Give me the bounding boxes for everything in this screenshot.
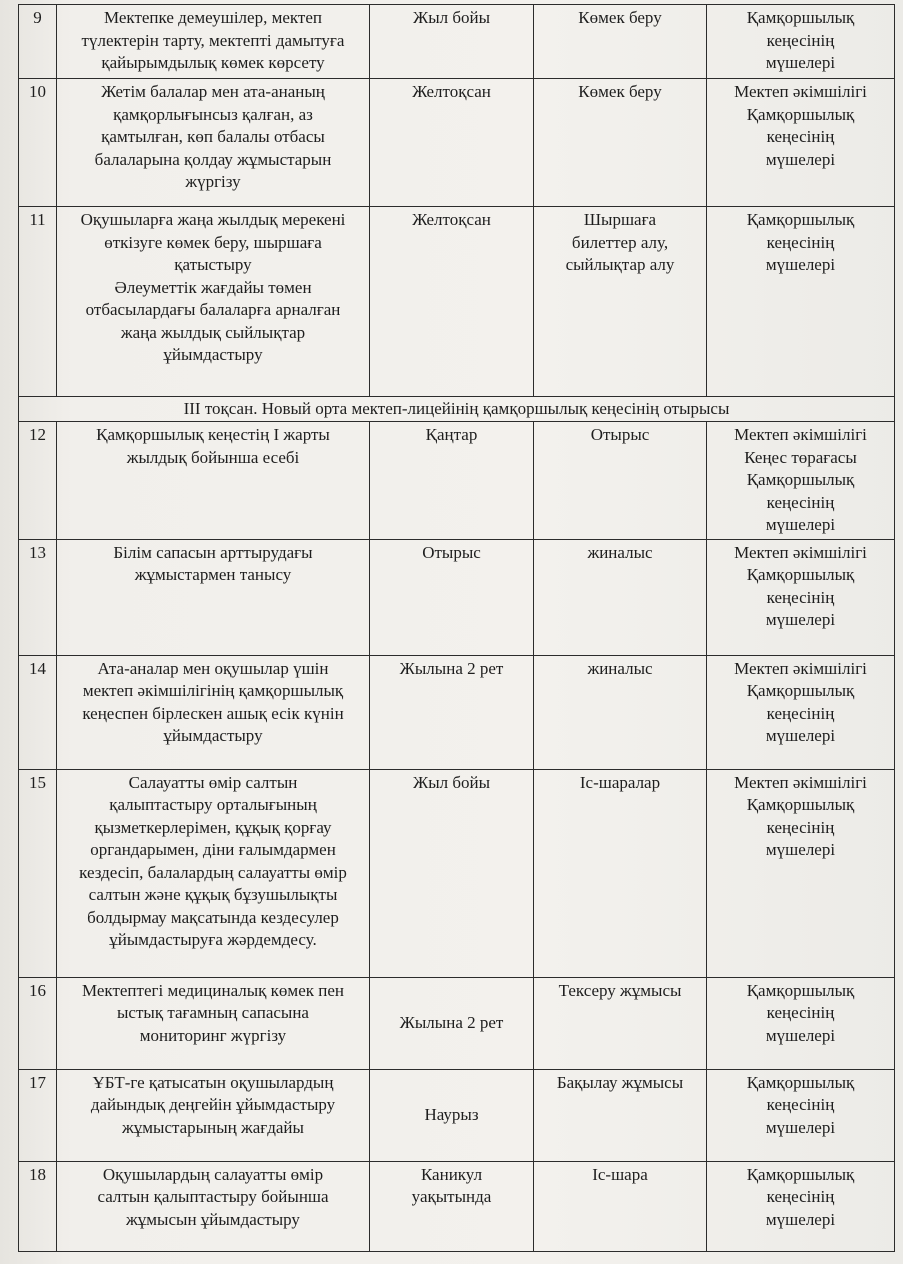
- task-cell-line: мониторинг жүргізу: [139, 1025, 287, 1045]
- table-row: [19, 977, 895, 1069]
- row-number: 17: [19, 1069, 57, 1161]
- task-cell: [57, 539, 370, 655]
- deadline-cell: [370, 977, 534, 1069]
- row-number: 15: [19, 769, 57, 977]
- task-cell: [57, 1161, 370, 1251]
- task-cell-line: Оқушыларға жаңа жылдық мерекені: [80, 210, 346, 229]
- form-cell: [534, 79, 707, 207]
- responsible-cell-line: мүшелері: [765, 840, 836, 859]
- task-cell-line: қалыптастыру орталығының: [109, 795, 317, 814]
- task-cell-line: Әлеуметтік жағдайы төмен: [114, 277, 312, 297]
- deadline-cell-line: Желтоқсан: [412, 82, 491, 101]
- responsible-cell-line: мүшелері: [765, 610, 836, 629]
- responsible-cell-line: Мектеп әкімшілігі: [734, 772, 867, 792]
- task-cell: [57, 769, 370, 977]
- responsible-cell-line: Кеңес төрағасы: [744, 447, 857, 467]
- task-cell-line: кеңеспен бірлескен ашық есік күнін: [82, 703, 344, 723]
- responsible-cell-line: Мектеп әкімшілігі: [734, 542, 867, 562]
- form-cell: [534, 5, 707, 79]
- responsible-cell: [707, 79, 895, 207]
- form-cell: [534, 1161, 707, 1251]
- table-row: [19, 5, 895, 79]
- responsible-cell-line: мүшелері: [765, 1025, 836, 1045]
- task-cell-line: ұйымдастыру: [163, 345, 263, 364]
- task-cell-line: жылдық бойынша есебі: [126, 447, 300, 467]
- task-cell-line: қамқорлығынсыз қалған, аз: [113, 104, 313, 124]
- task-cell-line: балаларына қолдау жұмыстарын: [94, 149, 332, 169]
- responsible-cell-line: мүшелері: [765, 726, 836, 745]
- form-cell: [534, 1069, 707, 1161]
- row-number: 18: [19, 1161, 57, 1251]
- responsible-cell-line: мүшелері: [765, 515, 836, 534]
- form-cell-line: Тексеру жұмысы: [558, 980, 682, 1000]
- task-cell-line: отбасылардағы балаларға арналған: [85, 300, 341, 319]
- responsible-cell-line: мүшелері: [765, 1117, 836, 1137]
- responsible-cell-line: Қамқоршылық: [746, 1164, 855, 1184]
- responsible-cell-line: мүшелері: [765, 53, 836, 72]
- responsible-cell: [707, 1069, 895, 1161]
- task-cell-line: салтын және құқық бұзушылықты: [88, 885, 338, 904]
- row-number: 10: [19, 79, 57, 207]
- responsible-cell-line: кеңесінің: [766, 30, 835, 50]
- form-cell-line: Көмек беру: [578, 8, 662, 27]
- task-cell-line: ұйымдастыру: [163, 726, 263, 745]
- deadline-cell-line: Жылына 2 рет: [399, 658, 504, 678]
- responsible-cell: [707, 422, 895, 540]
- task-cell-line: Мектептегі медициналық көмек пен: [81, 980, 344, 1000]
- task-cell-line: өткізуге көмек беру, шыршаға: [104, 232, 322, 252]
- form-cell-line: Көмек беру: [578, 82, 662, 101]
- task-cell-line: жұмыстармен танысу: [134, 565, 292, 584]
- responsible-cell-line: кеңесінің: [766, 817, 835, 837]
- deadline-cell-line: Қаңтар: [425, 425, 478, 444]
- task-cell-line: Ата-аналар мен оқушылар үшін: [97, 658, 329, 678]
- task-cell-line: қамтылған, көп балалы отбасы: [101, 127, 325, 146]
- responsible-cell-line: Қамқоршылық: [746, 681, 855, 700]
- form-cell-line: билеттер алу,: [571, 232, 669, 252]
- plan-table: [18, 4, 895, 1252]
- task-cell: [57, 5, 370, 79]
- responsible-cell-line: мүшелері: [765, 149, 836, 169]
- row-number: 12: [19, 422, 57, 540]
- row-number: 16: [19, 977, 57, 1069]
- deadline-cell-line: уақытында: [411, 1187, 492, 1206]
- form-cell-line: Іс-шаралар: [579, 772, 661, 792]
- responsible-cell: [707, 977, 895, 1069]
- task-cell-line: қатыстыру: [174, 255, 252, 274]
- form-cell-line: Отырыс: [590, 425, 650, 444]
- task-cell-line: мектеп әкімшілігінің қамқоршылық: [82, 681, 344, 700]
- responsible-cell-line: кеңесінің: [766, 1095, 835, 1114]
- deadline-cell-line: Жыл бойы: [412, 8, 491, 27]
- deadline-cell-line: Жылына 2 рет: [399, 1012, 504, 1032]
- form-cell: [534, 977, 707, 1069]
- responsible-cell: [707, 655, 895, 769]
- task-cell-line: кездесіп, балалардың салауатты өмір: [79, 862, 347, 882]
- responsible-cell: [707, 539, 895, 655]
- task-cell-line: Қамқоршылық кеңестің I жарты: [96, 425, 330, 444]
- form-cell: [534, 539, 707, 655]
- form-cell: [534, 655, 707, 769]
- responsible-cell-line: Қамқоршылық: [746, 1072, 855, 1092]
- table-row: [19, 539, 895, 655]
- responsible-cell-line: кеңесінің: [766, 1187, 835, 1206]
- responsible-cell-line: мүшелері: [765, 255, 836, 274]
- responsible-cell: [707, 769, 895, 977]
- deadline-cell-line: Отырыс: [422, 542, 481, 562]
- responsible-cell-line: Қамқоршылық: [746, 565, 855, 584]
- task-cell-line: салтын қалыптастыру бойынша: [97, 1187, 329, 1206]
- table-body-before: [19, 5, 895, 397]
- task-cell-line: ұйымдастыруға жәрдемдесу.: [109, 930, 317, 949]
- responsible-cell-line: Қамқоршылық: [746, 795, 855, 814]
- table-row: [19, 769, 895, 977]
- task-cell-line: қызметкерлерімен, құқық қорғау: [94, 817, 332, 837]
- task-cell: [57, 1069, 370, 1161]
- responsible-cell-line: Қамқоршылық: [746, 8, 855, 27]
- deadline-cell: [370, 5, 534, 79]
- task-cell-line: жұмысын ұйымдастыру: [126, 1209, 300, 1229]
- task-cell-line: Жетім балалар мен ата-ананың: [101, 82, 325, 101]
- responsible-cell-line: кеңесінің: [766, 703, 835, 723]
- table-body-after: [19, 422, 895, 1252]
- responsible-cell-line: кеңесінің: [766, 232, 835, 252]
- row-number: 9: [19, 5, 57, 79]
- deadline-cell: [370, 422, 534, 540]
- responsible-cell-line: Қамқоршылық: [746, 210, 855, 229]
- deadline-cell: [370, 1069, 534, 1161]
- task-cell-line: қайырымдылық көмек көрсету: [101, 53, 325, 72]
- table-row: [19, 655, 895, 769]
- task-cell: [57, 655, 370, 769]
- task-cell-line: Мектепке демеушілер, мектеп: [103, 8, 322, 27]
- task-cell-line: дайындық деңгейін ұйымдастыру: [90, 1095, 336, 1114]
- form-cell-line: жиналыс: [587, 542, 653, 562]
- task-cell-line: ыстық тағамның сапасына: [117, 1003, 309, 1022]
- form-cell-line: жиналыс: [587, 658, 653, 678]
- deadline-cell: [370, 655, 534, 769]
- form-cell-line: Іс-шара: [592, 1164, 648, 1184]
- row-number: 13: [19, 539, 57, 655]
- form-cell-line: Шыршаға: [583, 210, 657, 229]
- responsible-cell-line: Қамқоршылық: [746, 470, 855, 489]
- task-cell-line: Оқушылардың салауатты өмір: [102, 1164, 324, 1184]
- section-row-group: [19, 397, 895, 422]
- task-cell: [57, 977, 370, 1069]
- responsible-cell: [707, 1161, 895, 1251]
- table-row: [19, 422, 895, 540]
- row-number: 14: [19, 655, 57, 769]
- deadline-cell-line: Желтоқсан: [412, 210, 491, 229]
- table-row: [19, 79, 895, 207]
- form-cell: [534, 422, 707, 540]
- task-cell-line: Салауатты өмір салтын: [128, 772, 298, 792]
- task-cell: [57, 207, 370, 397]
- task-cell-line: ҰБТ-ге қатысатын оқушылардың: [92, 1072, 334, 1092]
- responsible-cell-line: мүшелері: [765, 1209, 836, 1229]
- responsible-cell-line: Мектеп әкімшілігі: [734, 425, 867, 444]
- responsible-cell: [707, 5, 895, 79]
- deadline-cell-line: Жыл бойы: [412, 772, 491, 792]
- task-cell-line: түлектерін тарту, мектепті дамытуға: [81, 30, 345, 50]
- task-cell-line: жаңа жылдық сыйлықтар: [120, 322, 306, 342]
- responsible-cell-line: Мектеп әкімшілігі: [734, 82, 867, 101]
- deadline-cell: [370, 1161, 534, 1251]
- responsible-cell-line: кеңесінің: [766, 492, 835, 512]
- form-cell: [534, 769, 707, 977]
- responsible-cell-line: кеңесінің: [766, 587, 835, 607]
- responsible-cell-line: Қамқоршылық: [746, 980, 855, 1000]
- responsible-cell-line: кеңесінің: [766, 1003, 835, 1022]
- table-row: [19, 1161, 895, 1251]
- responsible-cell: [707, 207, 895, 397]
- deadline-cell: [370, 539, 534, 655]
- form-cell-line: сыйлықтар алу: [565, 255, 675, 274]
- responsible-cell-line: Қамқоршылық: [746, 104, 855, 124]
- responsible-cell-line: кеңесінің: [766, 127, 835, 146]
- row-number: 11: [19, 207, 57, 397]
- deadline-cell: [370, 207, 534, 397]
- form-cell: [534, 207, 707, 397]
- section-title: ІІІ тоқсан. Новый орта мектеп-лицейінің қамқоршылық кеңесінің отырысы: [19, 397, 895, 422]
- table-row: [19, 1069, 895, 1161]
- form-cell-line: Бақылау жұмысы: [556, 1072, 684, 1092]
- deadline-cell-line: Каникул: [420, 1164, 483, 1184]
- deadline-cell: [370, 79, 534, 207]
- task-cell: [57, 422, 370, 540]
- section-row: [19, 397, 895, 422]
- task-cell-line: жұмыстарының жағдайы: [122, 1117, 304, 1137]
- table-row: [19, 207, 895, 397]
- task-cell-line: жүргізу: [185, 172, 241, 191]
- deadline-cell-line: Наурыз: [424, 1104, 479, 1124]
- task-cell-line: Білім сапасын арттырудағы: [113, 542, 313, 562]
- task-cell: [57, 79, 370, 207]
- deadline-cell: [370, 769, 534, 977]
- responsible-cell-line: Мектеп әкімшілігі: [734, 658, 867, 678]
- task-cell-line: органдарымен, діни ғалымдармен: [90, 840, 336, 859]
- task-cell-line: болдырмау мақсатында кездесулер: [87, 907, 339, 927]
